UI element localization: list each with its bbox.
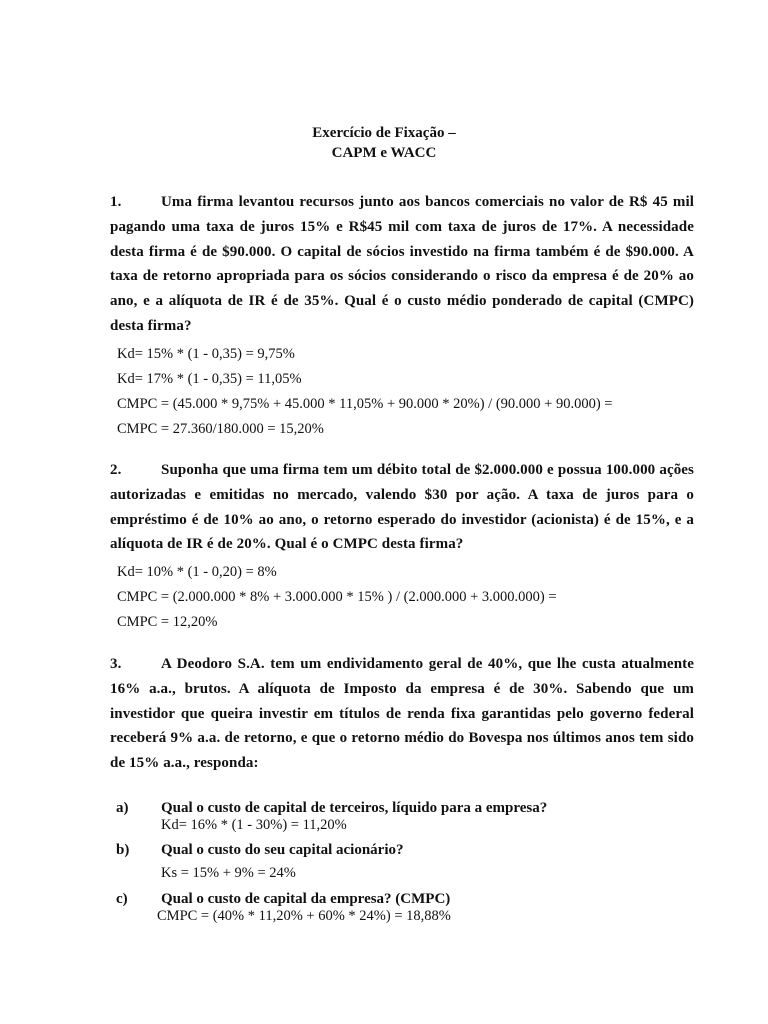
item-c-answer: CMPC = (40% * 11,20% + 60% * 24%) = 18,88% <box>157 908 451 924</box>
question-2-number: 2. <box>110 462 122 478</box>
item-a-label: a) <box>116 800 129 816</box>
question-1 <box>110 190 694 339</box>
title-line-2: CAPM e WACC <box>331 145 437 161</box>
question-2-calc-line-3: CMPC = 12,20% <box>117 614 218 630</box>
question-3-text: A Deodoro S.A. tem um endividamento geral de 40%, que lhe custa atualmente 16% a.a., brutos. A alíquota de Imposto da empresa é de 30%. Sabendo que um investidor que queira investir em títulos de renda fixa garantidas pelo governo federal receberá 9% a.a. de retorno, e que o retorno médio do Bovespa nos últimos anos tem sido de 15% a.a., responda: <box>110 656 694 772</box>
question-2-calc-line-1: Kd= 10% * (1 - 0,20) = 8% <box>117 564 277 580</box>
question-2 <box>110 458 694 557</box>
question-1-calc-line-2: Kd= 17% * (1 - 0,35) = 11,05% <box>117 371 302 387</box>
title-line-1: Exercício de Fixação – <box>312 125 456 141</box>
question-2-text: Suponha que uma firma tem um débito total de $2.000.000 e possua 100.000 ações autorizadas e emitidas no mercado, valendo $30 por ação. A taxa de juros para o empréstimo é de 10% ao ano, o retorno esperado do investidor (acionista) é de 15%, e a alíquota de IR é de 20%. Qual é o CMPC desta firma? <box>110 462 694 553</box>
question-1-calc-line-3: CMPC = (45.000 * 9,75% + 45.000 * 11,05% + 90.000 * 20%) / (90.000 + 90.000) = <box>117 396 613 412</box>
question-3-number: 3. <box>110 656 122 672</box>
item-a-answer: Kd= 16% * (1 - 30%) = 11,20% <box>161 817 347 833</box>
item-b-question: Qual o custo do seu capital acionário? <box>161 842 404 858</box>
item-b-answer: Ks = 15% + 9% = 24% <box>161 865 296 881</box>
question-1-number: 1. <box>110 194 122 210</box>
item-c-label: c) <box>116 891 128 907</box>
item-b-label: b) <box>116 842 130 858</box>
item-a-question: Qual o custo de capital de terceiros, líquido para a empresa? <box>161 800 548 816</box>
question-3 <box>110 652 694 776</box>
question-2-calc-line-2: CMPC = (2.000.000 * 8% + 3.000.000 * 15% ) / (2.000.000 + 3.000.000) = <box>117 589 557 605</box>
item-c-question: Qual o custo de capital da empresa? (CMPC) <box>161 891 451 907</box>
question-1-calc-line-4: CMPC = 27.360/180.000 = 15,20% <box>117 421 324 437</box>
question-1-calc-line-1: Kd= 15% * (1 - 0,35) = 9,75% <box>117 346 295 362</box>
question-1-text: Uma firma levantou recursos junto aos bancos comerciais no valor de R$ 45 mil pagando uma taxa de juros 15% e R$45 mil com taxa de juros de 17%. A necessidade desta firma é de $90.000. O capital de sócios investido na firma também é de $90.000. A taxa de retorno apropriada para os sócios considerando o risco da empresa é de 20% ao ano, e a alíquota de IR é de 35%. Qual é o custo médio ponderado de capital (CMPC) desta firma? <box>110 194 694 334</box>
